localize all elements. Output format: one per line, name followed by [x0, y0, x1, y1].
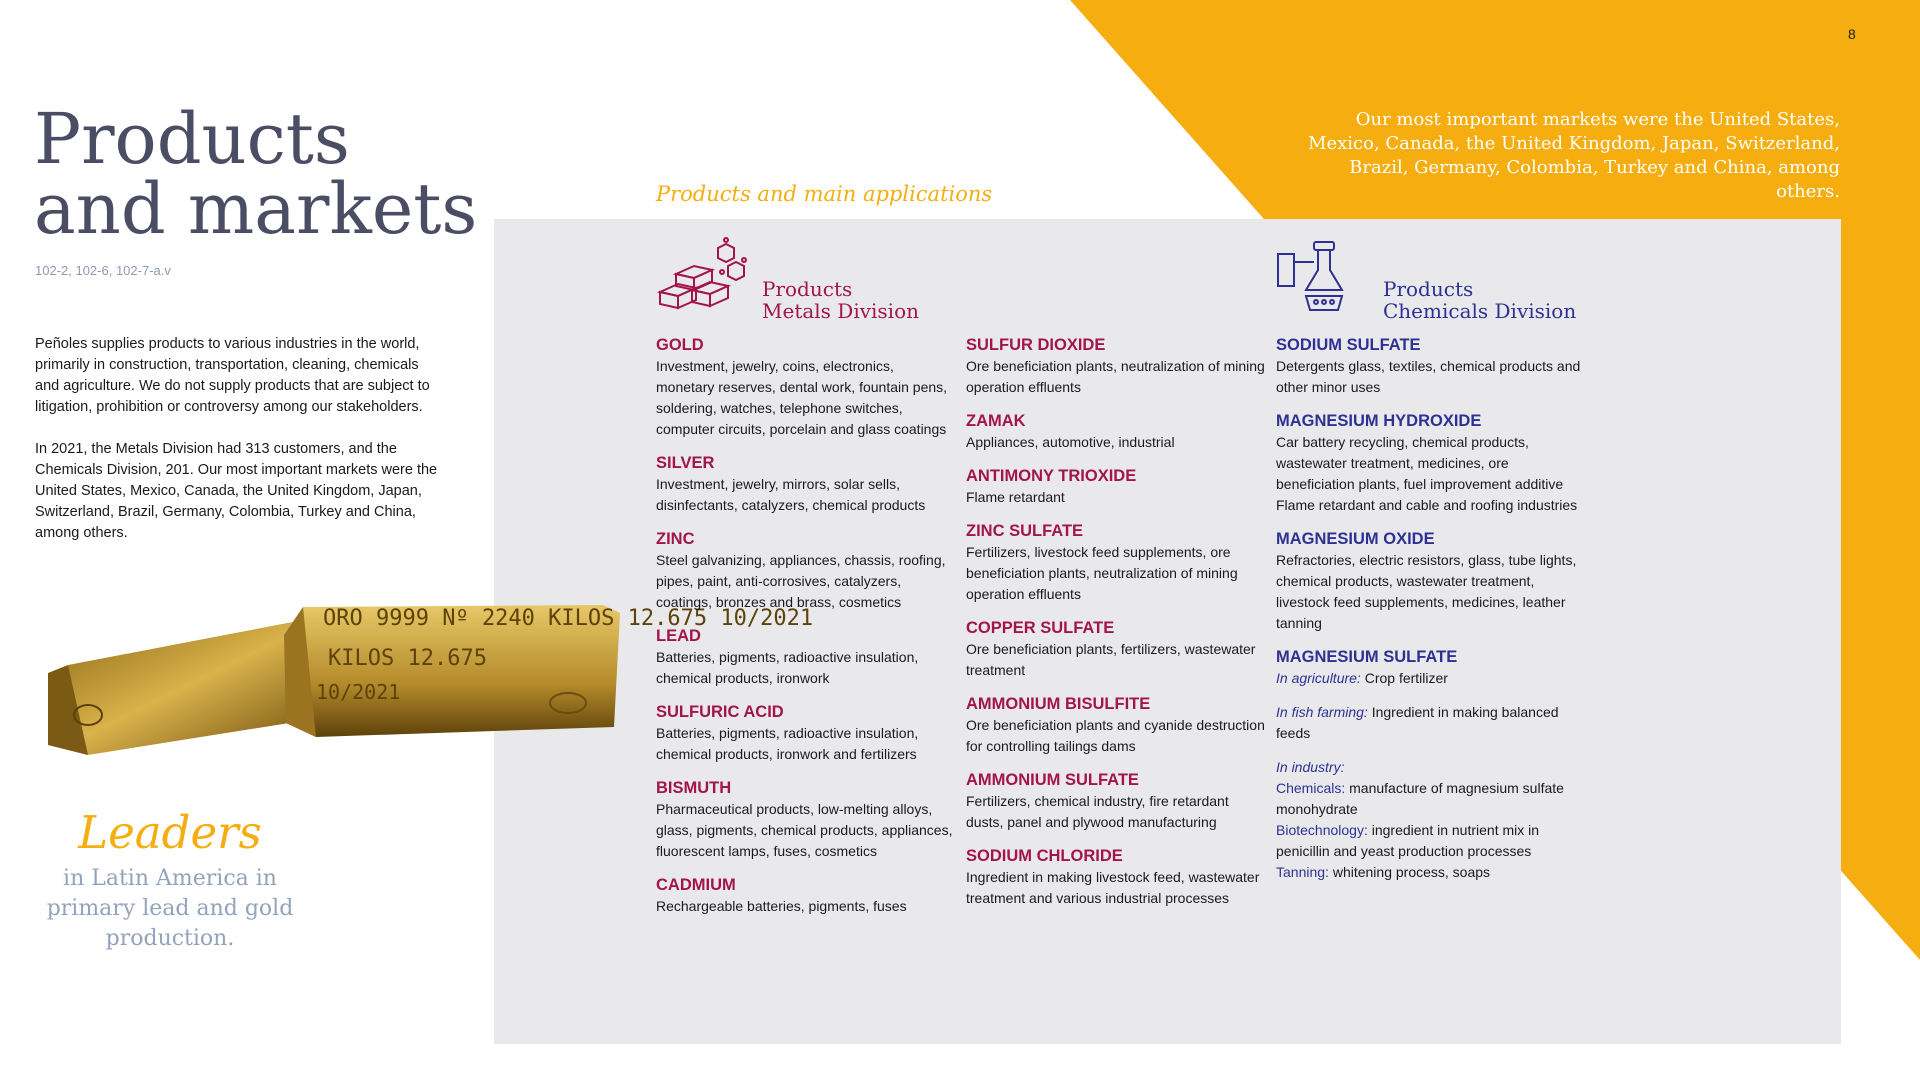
product-description: Fertilizers, chemical industry, fire retardant dusts, panel and plywood manufacturing	[966, 793, 1229, 830]
chemicals-division-title	[1383, 278, 1576, 322]
product-description: Flame retardant	[966, 489, 1065, 505]
use-label: Chemicals:	[1276, 780, 1346, 796]
use-text: manufacture of magnesium sulfate monohydrate	[1276, 780, 1564, 817]
product-description: Batteries, pigments, radioactive insulation, chemical products, ironwork	[656, 649, 919, 686]
use-text: ingredient in nutrient mix in penicillin and yeast production processes	[1276, 822, 1540, 859]
product-name: ZINC SULFATE	[966, 522, 1084, 540]
leaders-subtitle: in Latin America in primary lead and gold production.	[46, 866, 294, 951]
product-description: Car battery recycling, chemical products, wastewater treatment, medicines, ore beneficiation plants, fuel improvement additive	[1276, 434, 1564, 492]
product-name: SULFUR DIOXIDE	[966, 336, 1106, 354]
use-tanning	[1276, 862, 1586, 883]
gold-bars-molecule-icon	[656, 234, 746, 312]
page-number: 8	[1848, 26, 1856, 42]
product-item	[966, 617, 1266, 681]
product-description: Ore beneficiation plants, neutralization of mining operation effluents	[966, 358, 1265, 395]
product-description: Steel galvanizing, appliances, chassis, roofing, pipes, paint, anti-corrosives, catalyzers, coatings, bronzes and brass, cosmetics	[656, 552, 946, 610]
product-description-extra: Flame retardant and cable and roofing industries	[1276, 497, 1578, 513]
use-label: Tanning:	[1276, 864, 1329, 880]
product-name: ZAMAK	[966, 412, 1026, 430]
intro-paragraph-2: In 2021, the Metals Division had 313 customers, and the Chemicals Division, 201. Our most important markets were the United States, Mexico, Canada, the United Kingdom, Japan, Switzerland, Brazil, Germany, Colombia, Turkey and China, among others.	[35, 441, 438, 541]
product-name: SILVER	[656, 454, 715, 472]
product-item	[656, 334, 956, 440]
lab-flask-icon	[1276, 240, 1344, 312]
product-name: LEAD	[656, 627, 701, 645]
product-description: Ore beneficiation plants, fertilizers, wastewater treatment	[966, 641, 1256, 678]
leaders-heading: Leaders	[78, 806, 262, 859]
use-biotechnology	[1276, 820, 1586, 862]
svg-text:10/2021: 10/2021	[316, 680, 401, 704]
intro-paragraph-1: Peñoles supplies products to various industries in the world, primarily in construction, transportation, cleaning, chemicals and agriculture. We do not supply products that are subject to litigation, prohibition or controversy among our stakeholders.	[35, 336, 430, 415]
product-name: ANTIMONY TRIOXIDE	[966, 467, 1137, 485]
product-name: GOLD	[656, 336, 704, 354]
product-name: COPPER SULFATE	[966, 619, 1115, 637]
metals-division-title	[762, 278, 919, 322]
use-label: In agriculture:	[1276, 670, 1361, 686]
use-text: Crop fertilizer	[1360, 670, 1448, 686]
chemicals-title-line1: Products	[1383, 277, 1474, 301]
product-name: MAGNESIUM HYDROXIDE	[1276, 412, 1482, 430]
product-name: SODIUM SULFATE	[1276, 336, 1421, 354]
use-agriculture	[1276, 668, 1586, 689]
product-name: SODIUM CHLORIDE	[966, 847, 1123, 865]
product-name: BISMUTH	[656, 779, 732, 797]
product-description: Pharmaceutical products, low-melting alloys, glass, pigments, chemical products, appliances, fluorescent lamps, fuses, cosmetics	[656, 801, 953, 859]
product-item-magnesium-sulfate	[1276, 646, 1586, 883]
product-name: AMMONIUM SULFATE	[966, 771, 1139, 789]
gri-reference: 102-2, 102-6, 102-7-a.v	[35, 263, 171, 278]
intro-text	[35, 334, 445, 565]
chemicals-column	[1276, 334, 1586, 895]
product-name: CADMIUM	[656, 876, 736, 894]
svg-text:KILOS 12.675: KILOS 12.675	[328, 646, 487, 671]
product-item	[656, 777, 956, 862]
metals-column-1	[656, 334, 956, 929]
product-description: Batteries, pigments, radioactive insulation, chemical products, ironwork and fertilizers	[656, 725, 919, 762]
bar-inscription: ORO 9999 Nº 2240 KILOS 12.675 10/2021	[323, 606, 814, 631]
product-item	[966, 845, 1266, 909]
chemicals-title-line2: Chemicals Division	[1383, 299, 1577, 323]
product-item	[1276, 528, 1586, 634]
page-title-line1: Products	[34, 98, 350, 180]
product-name: MAGNESIUM OXIDE	[1276, 530, 1435, 548]
product-item	[656, 528, 956, 613]
product-item	[656, 625, 956, 689]
page-title-line2: and markets	[34, 168, 478, 250]
section-caption: Products and main applications	[656, 182, 993, 206]
use-industry-label: In industry:	[1276, 759, 1345, 775]
product-description: Refractories, electric resistors, glass, tube lights, chemical products, wastewater treatment, livestock feed supplements, medicines, leather tanning	[1276, 552, 1577, 631]
product-item	[966, 465, 1266, 508]
product-item	[1276, 410, 1586, 516]
use-fish-farming	[1276, 702, 1586, 744]
product-description: Rechargeable batteries, pigments, fuses	[656, 898, 907, 914]
product-item	[966, 410, 1266, 453]
product-description: Ore beneficiation plants and cyanide destruction for controlling tailings dams	[966, 717, 1265, 754]
metals-title-line1: Products	[762, 277, 853, 301]
product-description: Ingredient in making livestock feed, wastewater treatment and various industrial processes	[966, 869, 1260, 906]
product-description: Appliances, automotive, industrial	[966, 434, 1175, 450]
product-description: Investment, jewelry, mirrors, solar sells, disinfectants, catalyzers, chemical products	[656, 476, 926, 513]
use-text: Ingredient in making balanced feeds	[1276, 704, 1559, 741]
product-item	[966, 693, 1266, 757]
metals-column-2	[966, 334, 1266, 921]
use-label: In fish farming:	[1276, 704, 1368, 720]
product-item	[966, 769, 1266, 833]
page-title	[34, 98, 478, 250]
product-item	[1276, 334, 1586, 398]
product-name: SULFURIC ACID	[656, 703, 784, 721]
product-description: Fertilizers, livestock feed supplements, ore beneficiation plants, neutralization of mining operation effluents	[966, 544, 1238, 602]
product-item	[966, 520, 1266, 605]
use-text: whitening process, soaps	[1328, 864, 1491, 880]
product-item	[656, 701, 956, 765]
use-chemicals	[1276, 778, 1586, 820]
product-description: Detergents glass, textiles, chemical products and other minor uses	[1276, 358, 1581, 395]
product-name: MAGNESIUM SULFATE	[1276, 648, 1458, 666]
product-item	[656, 452, 956, 516]
use-label: Biotechnology:	[1276, 822, 1368, 838]
product-name: ZINC	[656, 530, 695, 548]
product-description: Investment, jewelry, coins, electronics, monetary reserves, dental work, fountain pens, soldering, watches, telephone switches, computer circuits, porcelain and glass coatings	[656, 358, 948, 437]
product-item	[656, 874, 956, 917]
metals-title-line2: Metals Division	[762, 299, 920, 323]
product-name: AMMONIUM BISULFITE	[966, 695, 1151, 713]
markets-callout: Our most important markets were the United States, Mexico, Canada, the United Kingdom, Japan, Switzerland, Brazil, Germany, Colombia, Turkey and China, among others.	[1308, 109, 1840, 202]
product-item	[966, 334, 1266, 398]
